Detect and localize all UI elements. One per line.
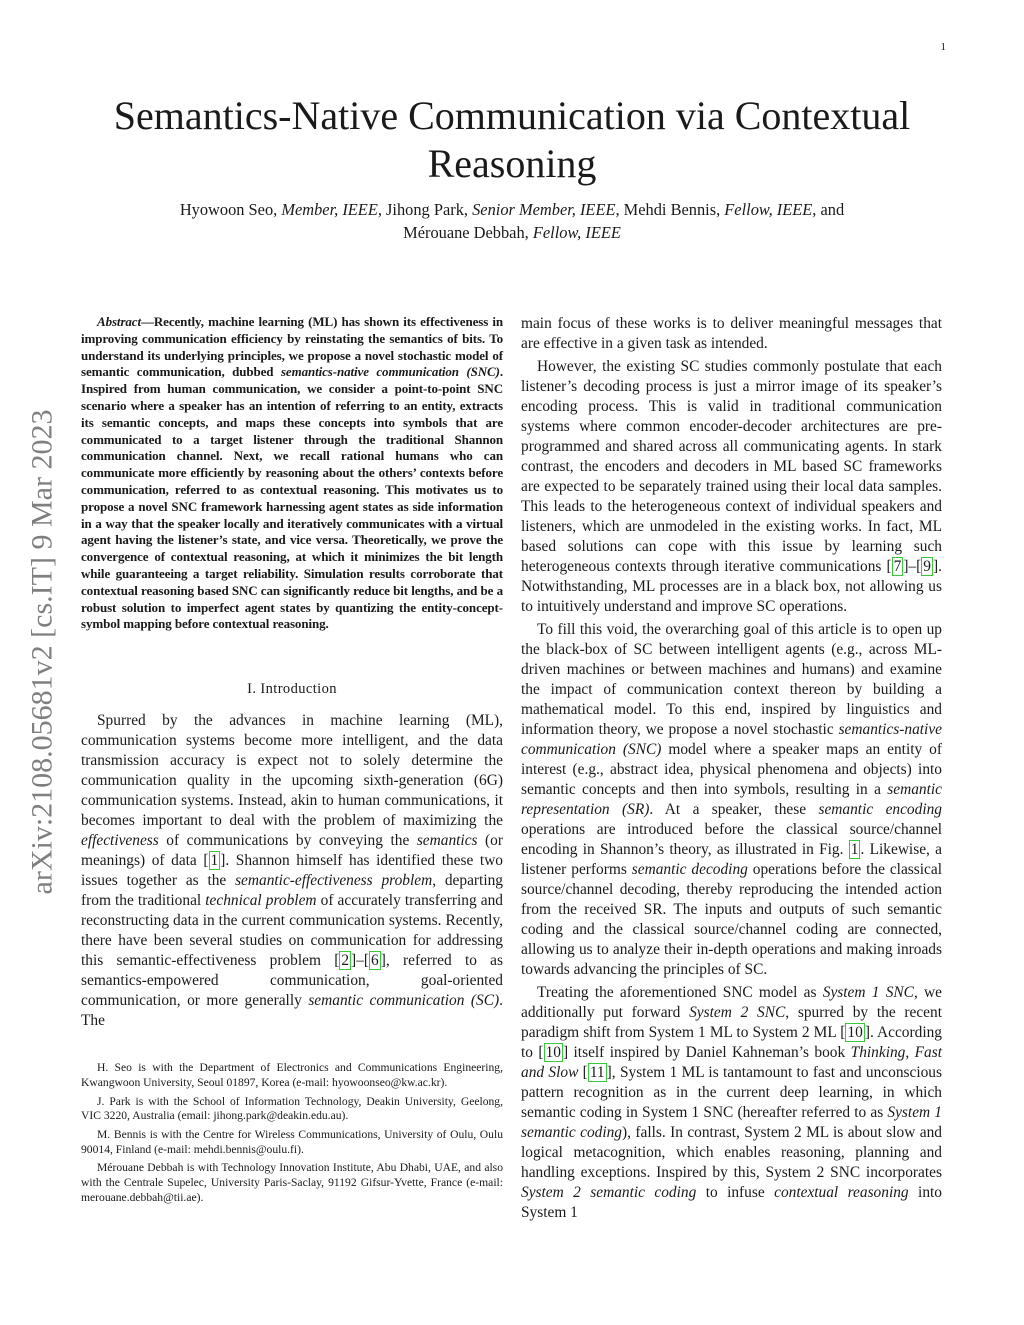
footnote: Mérouane Debbah is with Technology Innovation Institute, Abu Dhabi, UAE, and also with the Centrale Supelec, University Paris-Saclay, 91192 Gifsur-Yvette, France (e-mail: merouane.debbah@tii.ae).	[81, 1161, 503, 1204]
footnote: M. Bennis is with the Centre for Wireless Communications, University of Oulu, Oulu 90014, Finland (e-mail: mehdi.bennis@oulu.fi).	[81, 1127, 503, 1156]
intro-paragraph-3: To fill this void, the overarching goal of this article is to open up the black-box of SC between intelligent agents (e.g., across ML-driven machines or between machines and humans) and examine the impact of communication context thereon by building a mathematical model. To this end, inspired by linguistics and information theory, we propose a novel stochastic semantics-native communication (SNC) model where a speaker maps an entity of interest (e.g., abstract idea, physical phenomena and objects) into semantic concepts and then into symbols, resulting in a semantic representation (SR). At a speaker, these semantic encoding operations are introduced before the classical source/channel encoding in Shannon’s theory, as illustrated in Fig. 1 . Likewise, a listener performs semantic decoding operations before the classical source/channel decoding, thereby reproducing the intended action from the received SR. The inputs and outputs of such semantic coding and the classical source/channel coding are connected, allowing us to analyze their in-depth operations and making inroads towards advancing the principles of SC.	[521, 621, 943, 978]
intro-paragraph-4: Treating the aforementioned SNC model as System 1 SNC, we additionally put forward System 2 SNC, spurred by the recent paradigm shift from System 1 ML to System 2 ML [ 10 ]. According to [ 10 ] itself inspired by Daniel Kahneman’s book Thinking, Fast and Slow [ 11 ], System 1 ML is tantamount to fast and unconscious pattern recognition as in the current deep learning, in which semantic coding in System 1 SNC (hereafter referred to as System 1 semantic coding), falls. In contrast, System 2 ML is about slow and logical metacognition, which enables reasoning, planning and handling exceptions. Inspired by this, System 2 SNC incorporates System 2 semantic coding to infuse contextual reasoning into System 1	[521, 984, 943, 1221]
section-heading-introduction: I. Introduction	[247, 681, 337, 698]
citation-link[interactable]: [ 10 ]	[538, 1044, 569, 1061]
footnote: H. Seo is with the Department of Electronics and Communications Engineering, Kwangwoon University, Seoul 01897, Korea (e-mail: hyowoonseo@kw.ac.kr).	[81, 1061, 503, 1089]
author-footnotes	[81, 1061, 503, 1205]
citation-link[interactable]: [ 7 ]	[886, 558, 909, 575]
intro-paragraph-2: However, the existing SC studies commonly postulate that each listener’s decoding process is just a mirror image of its speaker’s encoding process. This is valid in traditional communication systems where common encoder-decoder architectures are pre-programmed and shared across all communicating agents. In stark contrast, the encoders and decoders in ML based SC frameworks are expected to be separately trained using their local data samples. This leads to the heterogeneous context of individual speakers and listeners, which are unmodeled in the existing works. In fact, ML based solutions can cope with this issue by learning such heterogeneous contexts through iterative communications [ 7 ]–[ 9 ]. Notwithstanding, ML processes are in a black box, not allowing us to intuitively understand and improve SC operations.	[521, 358, 942, 615]
citation-link[interactable]: [ 6 ]	[363, 952, 386, 970]
footnote: J. Park is with the School of Information Technology, Deakin University, Geelong, VIC 3220, Australia (email: jihong.park@deakin.edu.au).	[81, 1094, 503, 1123]
citation-link[interactable]: [ 1 ]	[203, 852, 226, 870]
abstract: Abstract—Recently, machine learning (ML) has shown its effectiveness in improving communication efficiency by reinstating the semantics of bits. To understand its underlying principles, we propose a novel stochastic model of semantic communication, dubbed semantics-native communication (SNC). Inspired from human communication, we consider a point-to-point SNC scenario where a speaker has an intention of referring to an entity, extracts its semantic concepts, and maps these concepts into symbols that are communicated to a target listener through the traditional Shannon communication channel. Next, we recall rational humans who can communicate more efficiently by reasoning about the others’ contexts before communication, referred to as contextual reasoning. This motivates us to propose a novel SNC framework harnessing agent states as side information in a way that the speaker locally and iteratively communicates with a virtual agent having the listener’s state, and vice versa. Theoretically, we prove the convergence of contextual reasoning, at which it minimizes the bit length while guaranteeing a target reliability. Simulation results corroborate that contextual reasoning based SNC can significantly reduce bit lengths, and be a robust solution to imperfect agent states by quantizing the entity-concept-symbol mapping before contextual reasoning.	[81, 314, 503, 632]
intro-paragraph-1: Spurred by the advances in machine learning (ML), communication systems become more intelligent, and the data transmission accuracy is expect not to solely determine the communication quality in the upcoming sixth-generation (6G) communication systems. Instead, akin to human communications, it becomes important to deal with the problem of maximizing the effectiveness of communications by conveying the semantics (or meanings) of data [ 1 ]. Shannon himself has identified these two issues together as the semantic-effectiveness problem, departing from the traditional technical problem of accurately transferring and reconstructing data in the current communication systems. Recently, there have been several studies on communication for addressing this semantic-effectiveness problem [ 2 ]–[ 6 ], referred to as semantics-empowered communication, goal-oriented communication, or more generally semantic communication (SC). The	[81, 712, 504, 1030]
citation-link[interactable]: [ 2 ]	[334, 952, 357, 970]
abstract-label: Abstract	[97, 314, 141, 329]
intro-paragraph-1-continued: main focus of these works is to deliver meaningful messages that are effective in a given task as intended.	[521, 315, 942, 352]
arxiv-identifier	[20, 372, 64, 932]
paper-title: Semantics-Native Communication via Contextual Reasoning	[113, 93, 911, 186]
left-column	[81, 314, 503, 1209]
page-number: 1	[940, 41, 946, 53]
right-column	[521, 314, 942, 1223]
citation-link[interactable]: [ 10 ]	[840, 1024, 870, 1041]
figure-link[interactable]: 1	[850, 841, 859, 858]
citation-link[interactable]: [ 9 ]	[916, 558, 939, 575]
citation-link[interactable]: [ 11 ]	[582, 1064, 612, 1081]
arxiv-identifier-text: arXiv:2108.05681v2 [cs.IT] 9 Mar 2023	[25, 409, 59, 895]
author-list: Hyowoon Seo, Member, IEEE, Jihong Park, Senior Member, IEEE, Mehdi Bennis, Fellow, IEEE, and Mérouane Debbah, Fellow, IEEE	[179, 200, 845, 242]
